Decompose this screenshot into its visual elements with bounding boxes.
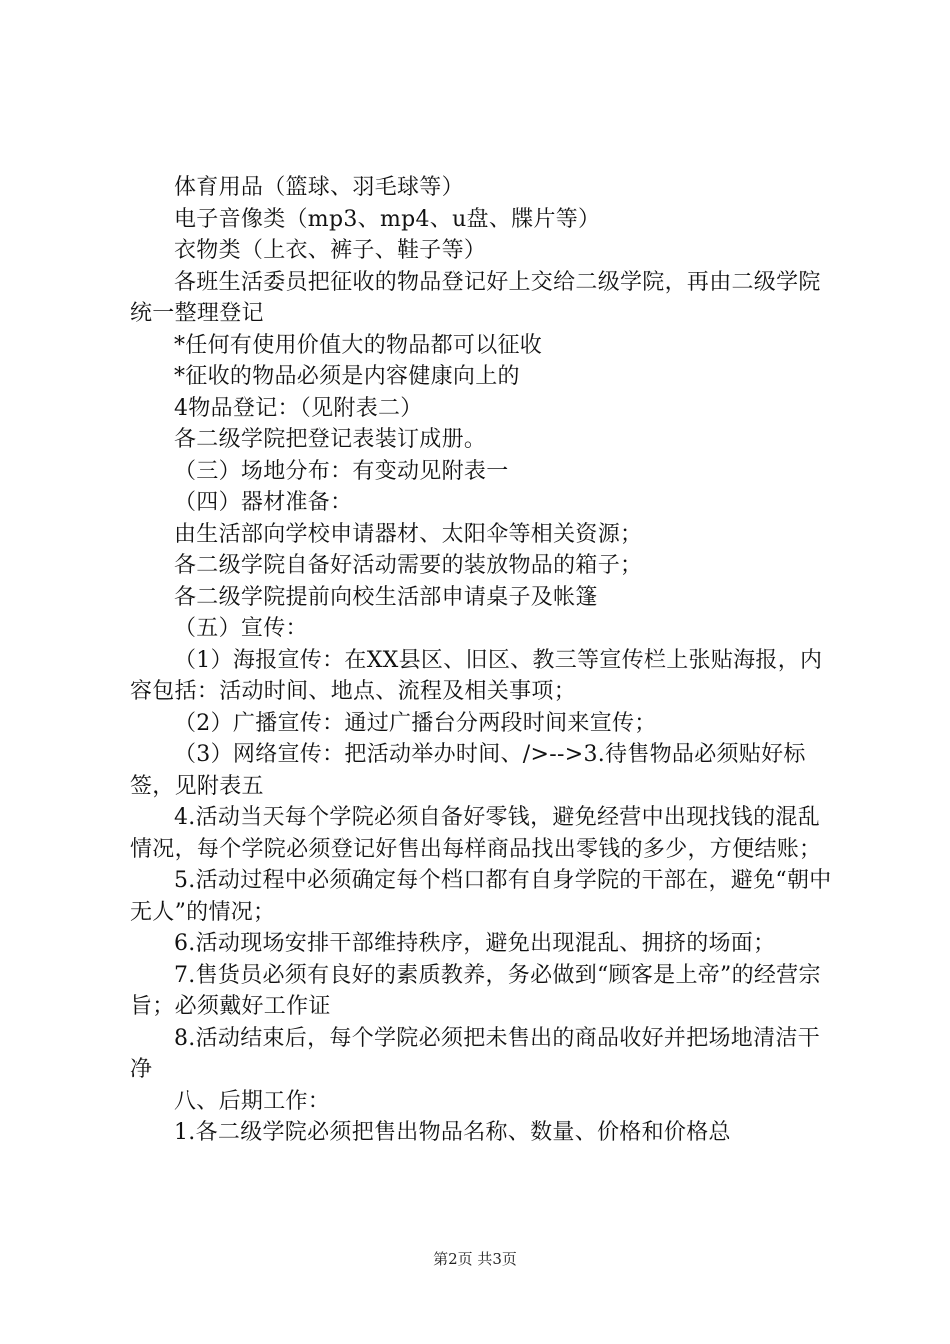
paragraph-16: （2）广播宣传：通过广播台分两段时间来宣传； [174, 710, 657, 736]
paragraph-18: 4.活动当天每个学院必须自备好零钱，避免经营中出现找钱的混乱情况，每个学院必须登记好售出每样商品找出零钱的多少，方便结账； [130, 805, 822, 862]
paragraph-9: （三）场地分布：有变动见附表一 [174, 458, 509, 484]
paragraph-23: 八、后期工作： [174, 1088, 331, 1114]
paragraph-11: 由生活部向学校申请器材、太阳伞等相关资源； [174, 521, 643, 547]
page-number-footer: 第2页 共3页 [433, 1250, 517, 1268]
paragraph-17: （3）网络宣传：把活动举办时间、/>-->3.待售物品必须贴好标签，见附表五 [130, 742, 806, 799]
paragraph-13: 各二级学院提前向校生活部申请桌子及帐篷 [174, 584, 598, 610]
paragraph-24: 1.各二级学院必须把售出物品名称、数量、价格和价格总 [174, 1120, 731, 1145]
paragraph-8: 各二级学院把登记表装订成册。 [174, 427, 487, 452]
paragraph-1: 体育用品（篮球、羽毛球等） [174, 175, 464, 200]
document-body [130, 172, 835, 1149]
paragraph-19: 5.活动过程中必须确定每个档口都有自身学院的干部在，避免“朝中无人”的情况； [130, 868, 832, 925]
paragraph-15: （1）海报宣传：在XX县区、旧区、教三等宣传栏上张贴海报，内容包括：活动时间、地点、流程及相关事项； [130, 647, 823, 704]
paragraph-10: （四）器材准备： [174, 490, 353, 515]
paragraph-7: 4物品登记：（见附表二） [174, 395, 423, 421]
paragraph-14: （五）宣传： [174, 616, 308, 641]
paragraph-3: 衣物类（上衣、裤子、鞋子等） [174, 238, 487, 263]
paragraph-20: 6.活动现场安排干部维持秩序，避免出现混乱、拥挤的场面； [174, 931, 776, 956]
paragraph-4: 各班生活委员把征收的物品登记好上交给二级学院，再由二级学院统一整理登记 [130, 269, 821, 326]
paragraph-22: 8.活动结束后，每个学院必须把未售出的商品收好并把场地清洁干净 [130, 1025, 820, 1082]
paragraph-2: 电子音像类（mp3、mp4、u盘、牒片等） [174, 206, 601, 232]
paragraph-21: 7.售货员必须有良好的素质教养，务必做到“顾客是上帝”的经营宗旨；必须戴好工作证 [130, 962, 821, 1019]
paragraph-5: *任何有使用价值大的物品都可以征收 [174, 332, 543, 358]
paragraph-12: 各二级学院自备好活动需要的装放物品的箱子； [174, 553, 643, 578]
paragraph-6: *征收的物品必须是内容健康向上的 [174, 364, 520, 389]
